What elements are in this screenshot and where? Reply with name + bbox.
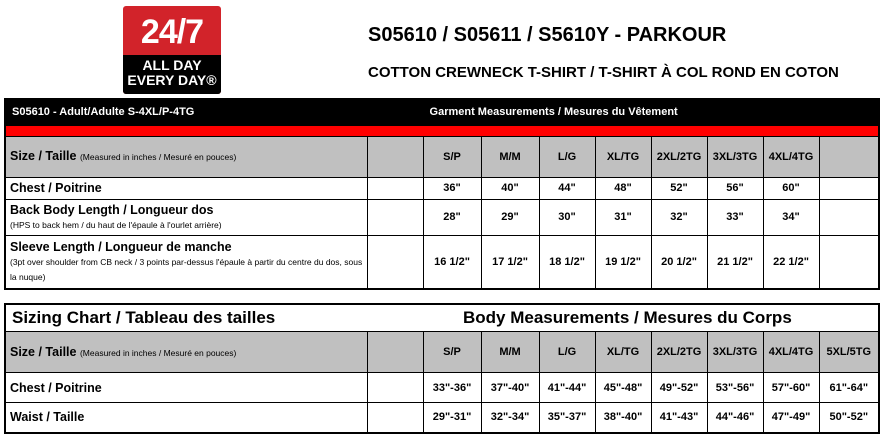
size-col: 5XL/5TG [819,332,879,373]
product-title: S05610 / S05611 / S5610Y - PARKOUR [368,24,727,46]
logo-line-1: ALL DAY [142,57,202,73]
brand-logo [123,6,221,94]
table-cell: 32"-34" [481,403,539,433]
table-cell: 56" [707,177,763,199]
size-col: S/P [423,136,481,177]
table-cell: 48" [595,177,651,199]
table-cell: 61"-64" [819,373,879,403]
table-cell: 33"-36" [423,373,481,403]
table-cell: 31" [595,199,651,235]
blank-cell [367,332,423,373]
table-row [5,235,879,289]
table-cell: 41"-43" [651,403,707,433]
body-size-header-row [5,332,879,373]
size-col: 4XL/4TG [763,332,819,373]
size-label-cell [5,332,367,373]
table-cell: 41"-44" [539,373,595,403]
garment-measurements-table [4,98,880,290]
size-col: L/G [539,136,595,177]
size-col: 4XL/4TG [763,136,819,177]
blank-cell [367,177,423,199]
size-col: 2XL/2TG [651,136,707,177]
blank-cell [367,373,423,403]
blank-cell [367,403,423,433]
size-col: L/G [539,332,595,373]
garment-size-header-row [5,136,879,177]
table-cell: 50"-52" [819,403,879,433]
size-label: Size / Taille [10,149,77,163]
logo-text-247: 24/7 [140,13,204,51]
table-cell: 49"-52" [651,373,707,403]
table-cell: 19 1/2" [595,235,651,289]
body-measurements-table [4,303,880,434]
size-label: Size / Taille [10,344,77,359]
size-col: XL/TG [595,136,651,177]
blank-cell [367,199,423,235]
row-label-cell [5,199,367,235]
table-cell: 29"-31" [423,403,481,433]
table-cell: 40" [481,177,539,199]
size-note: (Measured in inches / Mesuré en pouces) [79,347,237,358]
table-cell: 44" [539,177,595,199]
table-cell: 18 1/2" [539,235,595,289]
table-cell [819,235,879,289]
table-row [5,403,879,433]
size-col: S/P [423,332,481,373]
size-col: 2XL/2TG [651,332,707,373]
size-col: 3XL/3TG [707,136,763,177]
table-row [5,199,879,235]
table-cell: 47"-49" [763,403,819,433]
table-cell [819,199,879,235]
size-label-cell [5,136,367,177]
size-col [819,136,879,177]
body-header-left: Sizing Chart / Tableau des tailles [12,308,276,327]
table-cell: 22 1/2" [763,235,819,289]
garment-banner-right: Garment Measurements / Mesures du Vêtement [423,99,879,125]
garment-banner-left: S05610 - Adult/Adulte S-4XL/P-4TG [5,99,423,125]
table-cell: 29" [481,199,539,235]
table-cell: 16 1/2" [423,235,481,289]
table-cell: 57"-60" [763,373,819,403]
row-label: Sleeve Length / Longueur de manche [10,239,232,254]
row-label: Back Body Length / Longueur dos [10,202,214,217]
size-col: XL/TG [595,332,651,373]
table-cell: 20 1/2" [651,235,707,289]
row-note: (HPS to back hem / du haut de l'épaule à l'ourlet arrière) [10,219,222,230]
table-cell: 36" [423,177,481,199]
row-note: (3pt over shoulder from CB neck / 3 points par-dessus l'épaule à partir du centre du dos, sous la nuque) [10,256,363,282]
garment-banner [5,99,879,125]
table-cell: 45"-48" [595,373,651,403]
table-cell: 52" [651,177,707,199]
table-cell: 60" [763,177,819,199]
body-header-row [5,304,879,332]
logo-line-2: EVERY DAY® [127,72,217,88]
size-col: M/M [481,136,539,177]
row-label: Waist / Taille [5,403,367,433]
row-label: Chest / Poitrine [5,373,367,403]
table-cell: 28" [423,199,481,235]
table-cell: 34" [763,199,819,235]
red-divider [5,125,879,136]
table-cell: 30" [539,199,595,235]
body-header-right: Body Measurements / Mesures du Corps [463,308,792,327]
table-cell: 32" [651,199,707,235]
table-cell: 53"-56" [707,373,763,403]
row-label: Chest / Poitrine [5,177,367,199]
table-cell: 17 1/2" [481,235,539,289]
table-cell: 44"-46" [707,403,763,433]
logo-black-band [123,55,221,94]
table-cell: 38"-40" [595,403,651,433]
table-cell: 37"-40" [481,373,539,403]
row-label-cell [5,235,367,289]
product-subtitle: COTTON CREWNECK T-SHIRT / T-SHIRT À COL ROND EN COTON [368,64,839,81]
blank-cell [367,235,423,289]
table-row [5,177,879,199]
size-note: (Measured in inches / Mesuré en pouces) [79,152,237,162]
table-cell: 21 1/2" [707,235,763,289]
blank-cell [367,136,423,177]
table-row [5,373,879,403]
table-cell [819,177,879,199]
table-cell: 33" [707,199,763,235]
table-cell: 35"-37" [539,403,595,433]
size-col: 3XL/3TG [707,332,763,373]
size-col: M/M [481,332,539,373]
